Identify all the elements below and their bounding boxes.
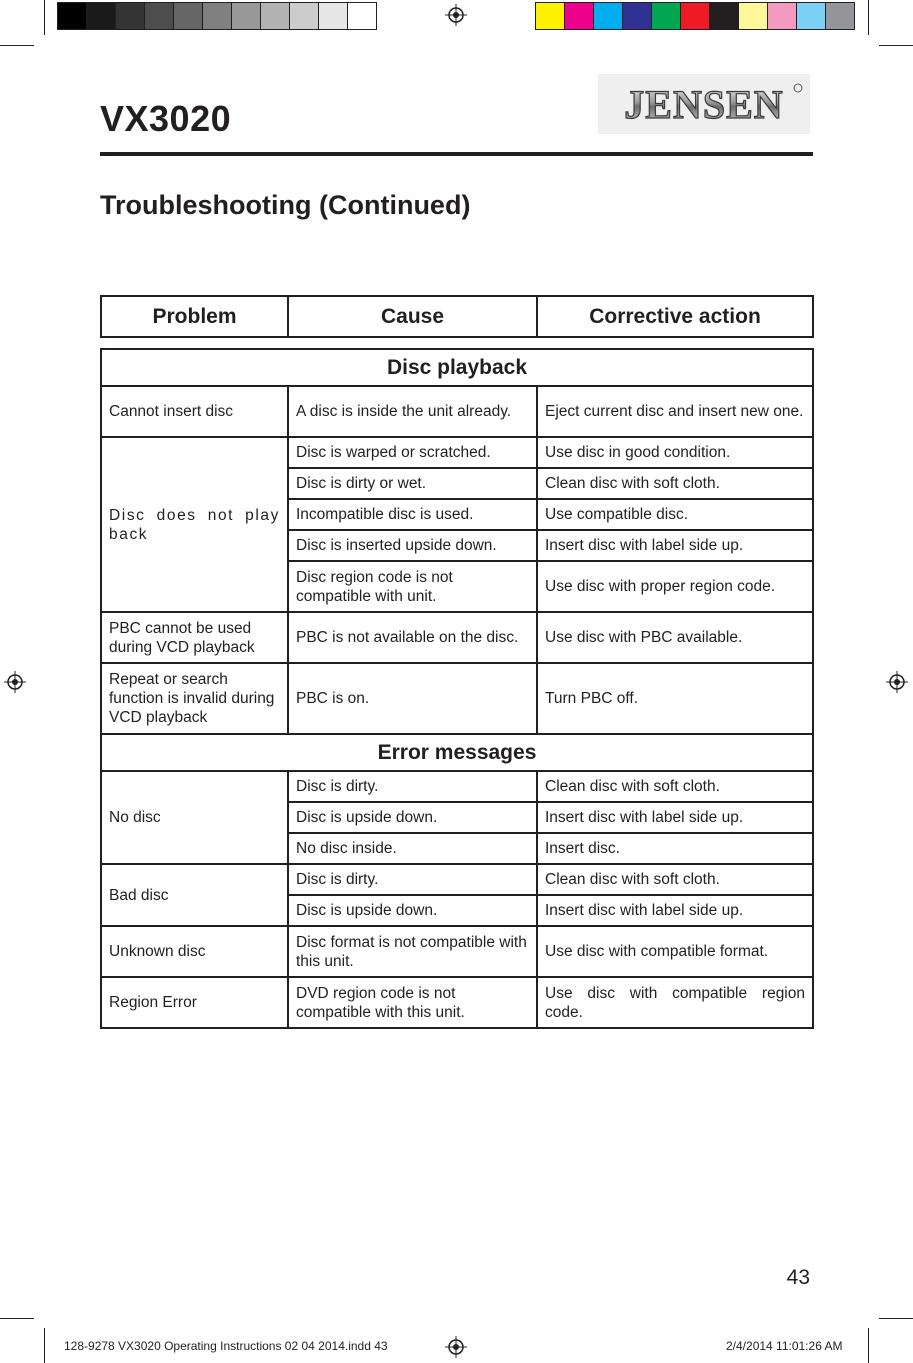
color-swatch (825, 2, 855, 30)
section-title: Troubleshooting (Continued) (100, 190, 471, 220)
slug-file-info: 128-9278 VX3020 Operating Instructions 02 04 2014.indd 43 (64, 1339, 388, 1353)
color-swatch (651, 2, 681, 30)
page-number: 43 (786, 1266, 810, 1289)
action-cell: Use disc with compatible region code. (537, 977, 813, 1028)
action-cell: Use disc with compatible format. (537, 926, 813, 977)
color-swatch (738, 2, 768, 30)
action-cell: Use disc with PBC available. (537, 612, 813, 663)
color-swatch (115, 2, 145, 30)
table-row (101, 977, 813, 1028)
color-swatch (86, 2, 116, 30)
problem-cell: Region Error (101, 977, 288, 1028)
action-cell: Clean disc with soft cloth. (537, 468, 813, 499)
color-swatch (796, 2, 826, 30)
color-swatch (231, 2, 261, 30)
cause-cell: Disc is upside down. (288, 802, 537, 833)
cause-cell: DVD region code is not compatible with this unit. (288, 977, 537, 1028)
slug-date-info: 2/4/2014 11:01:26 AM (726, 1339, 843, 1353)
cause-cell: A disc is inside the unit already. (288, 386, 537, 437)
column-header-cause: Cause (288, 296, 537, 337)
action-cell: Clean disc with soft cloth. (537, 771, 813, 802)
color-swatch (709, 2, 739, 30)
registration-mark-icon (4, 671, 26, 693)
action-cell: Insert disc with label side up. (537, 895, 813, 926)
table-row (101, 926, 813, 977)
table-row (101, 437, 813, 468)
troubleshooting-table (100, 348, 814, 1029)
section-error-messages: Error messages (101, 734, 813, 771)
problem-cell: PBC cannot be used during VCD playback (101, 612, 288, 663)
problem-cell: Unknown disc (101, 926, 288, 977)
column-header-action: Corrective action (537, 296, 813, 337)
color-swatch (173, 2, 203, 30)
cause-cell: Disc is upside down. (288, 895, 537, 926)
cause-cell: Disc region code is not compatible with unit. (288, 561, 537, 612)
action-cell: Use disc with proper region code. (537, 561, 813, 612)
jensen-logo (598, 74, 810, 134)
problem-cell: Cannot insert disc (101, 386, 288, 437)
column-header-problem: Problem (101, 296, 288, 337)
color-swatch (593, 2, 623, 30)
svg-text:JENSEN: JENSEN (624, 82, 784, 127)
registration-mark-icon (445, 4, 467, 26)
action-cell: Clean disc with soft cloth. (537, 864, 813, 895)
cause-cell: PBC is not available on the disc. (288, 612, 537, 663)
problem-cell: Disc does not play back (101, 437, 288, 612)
action-cell: Eject current disc and insert new one. (537, 386, 813, 437)
registration-mark-icon (445, 1336, 467, 1358)
cause-cell: No disc inside. (288, 833, 537, 864)
table-row (101, 386, 813, 437)
color-swatch (622, 2, 652, 30)
color-swatch (535, 2, 565, 30)
action-cell: Insert disc. (537, 833, 813, 864)
section-disc-playback: Disc playback (101, 349, 813, 386)
cause-cell: Disc is warped or scratched. (288, 437, 537, 468)
cause-cell: Incompatible disc is used. (288, 499, 537, 530)
column-header-table (100, 295, 814, 338)
cause-cell: Disc is dirty. (288, 864, 537, 895)
color-swatch (767, 2, 797, 30)
cause-cell: Disc format is not compatible with this unit. (288, 926, 537, 977)
action-cell: Insert disc with label side up. (537, 802, 813, 833)
color-swatch (260, 2, 290, 30)
cause-cell: Disc is dirty. (288, 771, 537, 802)
cause-cell: Disc is inserted upside down. (288, 530, 537, 561)
color-swatch (202, 2, 232, 30)
action-cell: Use compatible disc. (537, 499, 813, 530)
color-swatch (680, 2, 710, 30)
problem-cell: Bad disc (101, 864, 288, 926)
problem-cell: Repeat or search function is invalid during VCD playback (101, 663, 288, 734)
action-cell: Use disc in good condition. (537, 437, 813, 468)
color-swatch (318, 2, 348, 30)
color-swatch (289, 2, 319, 30)
color-swatch (57, 2, 87, 30)
color-swatch (347, 2, 377, 30)
header-rule (100, 152, 813, 156)
cause-cell: PBC is on. (288, 663, 537, 734)
model-title: VX3020 (100, 98, 232, 139)
table-row (101, 771, 813, 802)
action-cell: Turn PBC off. (537, 663, 813, 734)
registration-mark-icon (886, 671, 908, 693)
action-cell: Insert disc with label side up. (537, 530, 813, 561)
table-row (101, 612, 813, 663)
cause-cell: Disc is dirty or wet. (288, 468, 537, 499)
color-swatch (564, 2, 594, 30)
problem-cell: No disc (101, 771, 288, 864)
table-row (101, 663, 813, 734)
color-swatch (144, 2, 174, 30)
table-row (101, 864, 813, 895)
